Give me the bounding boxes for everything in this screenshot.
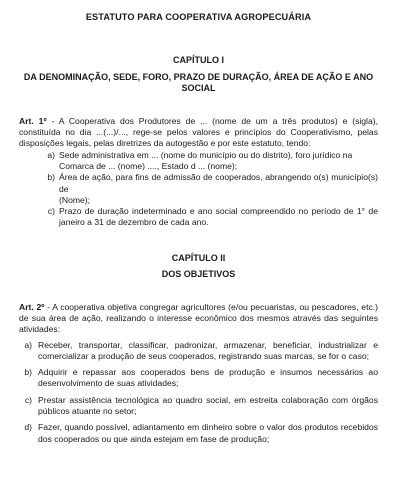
item-text: Receber, transportar, classificar, padronizar, armazenar, beneficiar, industrializar e comercializar a produção de seus cooperados, registrando suas marcas, se for o caso; [38,339,378,361]
document-title: ESTATUTO PARA COOPERATIVA AGROPECUÁRIA [85,12,312,22]
article-1-items [38,150,378,229]
item-letter: a) [47,149,55,160]
article-1-text: - A Cooperativa dos Produtores de ... (nome de um a três produtos) e (sigla), constituída no dia ...(...)/..., rege-se pelos valores e princípios do Cooperativismo, pelas disposições legais, pelas diretrizes da autogestão e por este estatuto, tendo: [19,115,378,149]
item-text: Fazer, quando possível, adiantamento em dinheiro sobre o valor dos produtos recebidos dos cooperados ou que ainda estejam em fase de produção; [38,422,378,444]
item-text: (Nome); [59,194,91,205]
article-1-number: Art. 1º [19,115,47,126]
article-1 [19,116,378,150]
list-item [19,367,378,390]
chapter-1 [19,55,378,228]
chapter-2-heading: CAPÍTULO II [171,252,226,263]
item-text: Prazo de duração indeterminado e ano social compreendido no período de 1° de janeiro a 31 de dezembro de cada ano. [59,206,378,228]
list-item [19,340,378,363]
chapter-1-heading: CAPÍTULO I [173,55,224,66]
list-item [38,150,378,161]
item-text: Comarca de ... (nome) ...., Estado d ... (nome); [59,160,238,171]
chapter-2 [19,253,378,445]
item-letter: d) [24,422,32,433]
article-2 [19,302,378,336]
section-spacer [19,229,378,253]
list-item [19,395,378,418]
item-text: Prestar assistência tecnológica ao quadro social, em estreita colaboração com órgãos públicos atuante no setor; [38,394,378,417]
item-letter: c) [24,394,32,405]
list-item [38,161,378,172]
list-item [38,206,378,229]
chapter-2-subtitle: DOS OBJETIVOS [161,269,236,280]
list-item [19,422,378,445]
item-letter: a) [24,339,32,350]
article-2-text: - A cooperativa objetiva congregar agricultores (e/ou pecuaristas, ou pescadores, etc.) de sua área de ação, realizando o interesse econômico dos mesmos através das seguintes atividades: [19,301,379,335]
chapter-1-subtitle: DA DENOMINAÇÃO, SEDE, FORO, PRAZO DE DURAÇÃO, ÁREA DE AÇÃO E ANO SOCIAL [23,71,374,94]
item-letter: b) [24,367,32,378]
item-letter: b) [47,172,55,183]
list-item [38,172,378,195]
article-2-items [19,340,378,445]
item-letter: c) [47,206,55,217]
list-item [38,195,378,206]
item-text: Sede administrativa em ... (nome do município ou do distrito), foro jurídico na [59,149,353,160]
item-text: Área de ação, para fins de admissão de cooperados, abrangendo o(s) município(s) de [59,172,378,194]
article-2-number: Art. 2º [19,301,45,312]
item-text: Adquirir e repassar aos cooperados bens de produção e insumos necessários ao desenvolvimento de suas atividades; [38,367,378,389]
